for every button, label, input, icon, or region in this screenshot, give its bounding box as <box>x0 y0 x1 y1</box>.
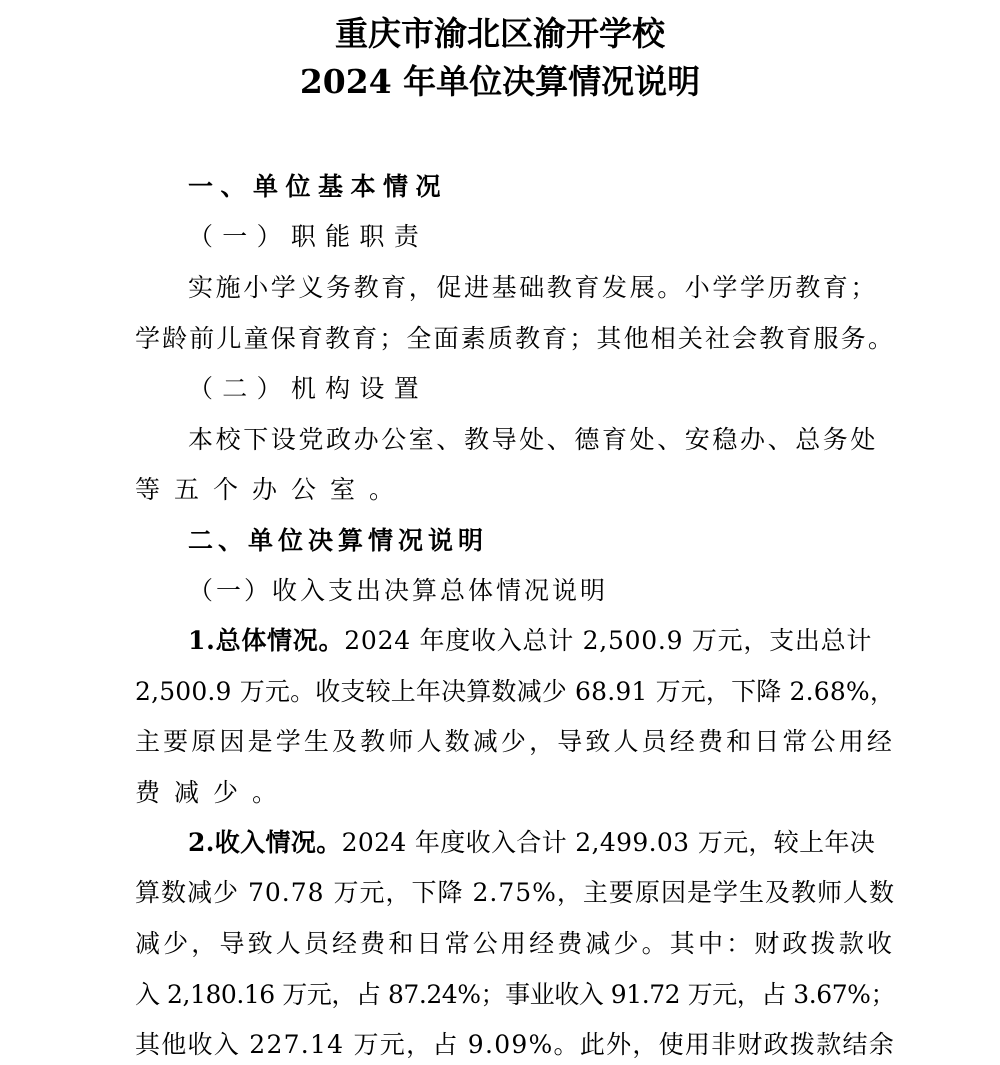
paragraph-line: 费减少。 <box>135 778 292 807</box>
paragraph-lead-overall: 1.总体情况。 <box>188 626 345 655</box>
paragraph-line: 实施小学义务教育，促进基础教育发展。小学学历教育； <box>188 273 878 302</box>
paragraph-line: 等五个办公室。 <box>135 475 409 504</box>
paragraph-line: 其他收入 227.14 万元，占 9.09%。此外，使用非财政拨款结余 <box>135 1030 895 1059</box>
paragraph-lead-income: 2.收入情况。 <box>188 828 342 857</box>
paragraph-line: 学龄前儿童保育教育；全面素质教育；其他相关社会教育服务。 <box>135 324 895 353</box>
paragraph-line: 入 2,180.16 万元，占 87.24%；事业收入 91.72 万元，占 3.67%； <box>135 980 895 1009</box>
paragraph-line: 主要原因是学生及教师人数减少，导致人员经费和日常公用经 <box>135 727 895 756</box>
subheading-organization: （二）机构设置 <box>188 374 428 403</box>
section-heading-final-accounts: 二、单位决算情况说明 <box>188 526 488 555</box>
paragraph-line-overall <box>188 624 872 658</box>
document-title-line-2: 2024 年单位决算情况说明 <box>299 62 701 101</box>
paragraph-line: 减少，导致人员经费和日常公用经费减少。其中：财政拨款收 <box>135 929 895 958</box>
document-title-line-1: 重庆市渝北区渝开学校 <box>335 14 665 53</box>
section-heading-basic-info: 一、单位基本情况 <box>188 172 448 201</box>
subheading-income-expense-overview: （一）收入支出决算总体情况说明 <box>188 576 608 605</box>
paragraph-line: 本校下设党政办公室、教导处、德育处、安稳办、总务处 <box>188 425 878 454</box>
paragraph-text: 2024 年度收入合计 2,499.03 万元，较上年决 <box>341 828 876 857</box>
paragraph-line-income <box>188 826 875 860</box>
paragraph-text: 2024 年度收入总计 2,500.9 万元，支出总计 <box>344 626 873 655</box>
paragraph-line: 2,500.9 万元。收支较上年决算数减少 68.91 万元，下降 2.68%， <box>135 677 895 706</box>
subheading-functions: （一）职能职责 <box>188 222 428 251</box>
paragraph-line: 算数减少 70.78 万元，下降 2.75%，主要原因是学生及教师人数 <box>135 878 895 907</box>
